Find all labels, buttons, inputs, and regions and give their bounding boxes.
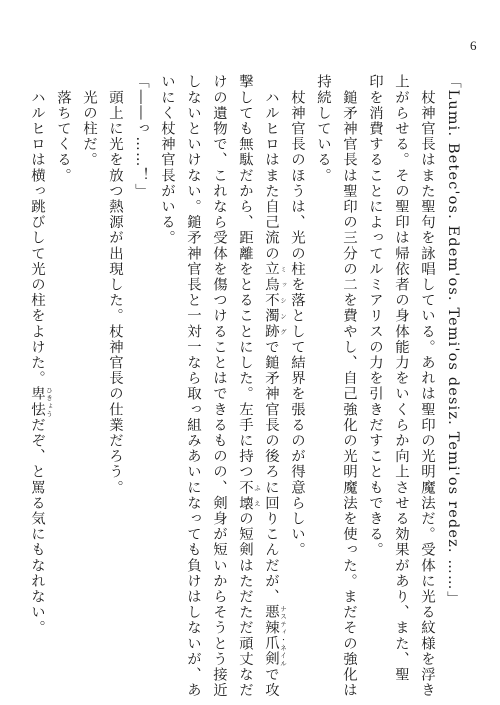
text-span: 撃しても無駄だから、距離をとることにした。左手に持つ bbox=[237, 74, 253, 480]
text-span: で鎚矛神官長の後ろに回りこんだが、 bbox=[263, 339, 279, 605]
text-span: ハルヒロはまた自己流の bbox=[263, 74, 279, 262]
ruby-tachigarasu: 立烏不濁跡 ミッシング bbox=[263, 261, 287, 340]
text-line: 「Lumi. Betec'os. Edem'os. Temi'os desiz. Temi'os redez. ……」 bbox=[445, 74, 461, 607]
text-line: 杖神官長はまた聖句を詠唱している。あれは聖印の光明魔法だ。受体に光る紋様を浮き bbox=[419, 74, 435, 698]
ruby-akuratsu: 悪辣爪剣 ナスティ・ネイル bbox=[263, 604, 287, 667]
text-line bbox=[232, 74, 261, 699]
ruby-fue: 不壊 ふえ bbox=[237, 479, 261, 511]
text-line: 印を消費することによってルミアリスの力を引きだすこともできる。 bbox=[367, 74, 383, 558]
text-span: で攻 bbox=[263, 666, 279, 699]
text-line bbox=[258, 74, 287, 699]
text-line: 持続している。 bbox=[315, 74, 331, 184]
text-line: 鎚矛神官長は聖印の三分の二を費やし、自己強化の光明魔法を使った。まだその強化は bbox=[341, 74, 357, 698]
text-line: いにく杖神官長がいる。 bbox=[159, 74, 175, 246]
vertical-text-body bbox=[0, 74, 470, 699]
text-line: けの遺物で、これなら受体を傷つけることはできるものの、剣身が短いからそうとう接近 bbox=[211, 74, 227, 698]
text-span: の短剣はただただ頑丈なだ bbox=[237, 510, 253, 699]
text-line: しないといけない。鎚矛神官長と一対一なら取っ組みあいになっても負けはしないが、あ bbox=[185, 74, 201, 698]
text-line: 頭上に光を放つ熱源が出現した。杖神官長の仕業だろう。 bbox=[107, 74, 123, 496]
text-line: 光の柱だ。 bbox=[81, 74, 97, 168]
text-span: ハルヒロは横っ跳びして光の柱をよけた。 bbox=[29, 74, 45, 386]
text-line: 上がらせる。その聖印は帰依者の身体能力をいくらか向上させる効果があり、また、聖 bbox=[393, 74, 409, 683]
text-line bbox=[24, 74, 53, 674]
page-number: 6 bbox=[470, 38, 477, 53]
text-line: 杖神官長のほうは、光の柱を落として結界を張るのが得意らしい。 bbox=[289, 74, 305, 558]
text-line: 「――っ……！」 bbox=[133, 74, 149, 199]
ruby-hikyou: 卑怯 ひきょう bbox=[29, 386, 53, 418]
text-span: だぞ、と罵る気にもなれない。 bbox=[29, 417, 45, 636]
text-line: 落ちてくる。 bbox=[55, 74, 71, 184]
